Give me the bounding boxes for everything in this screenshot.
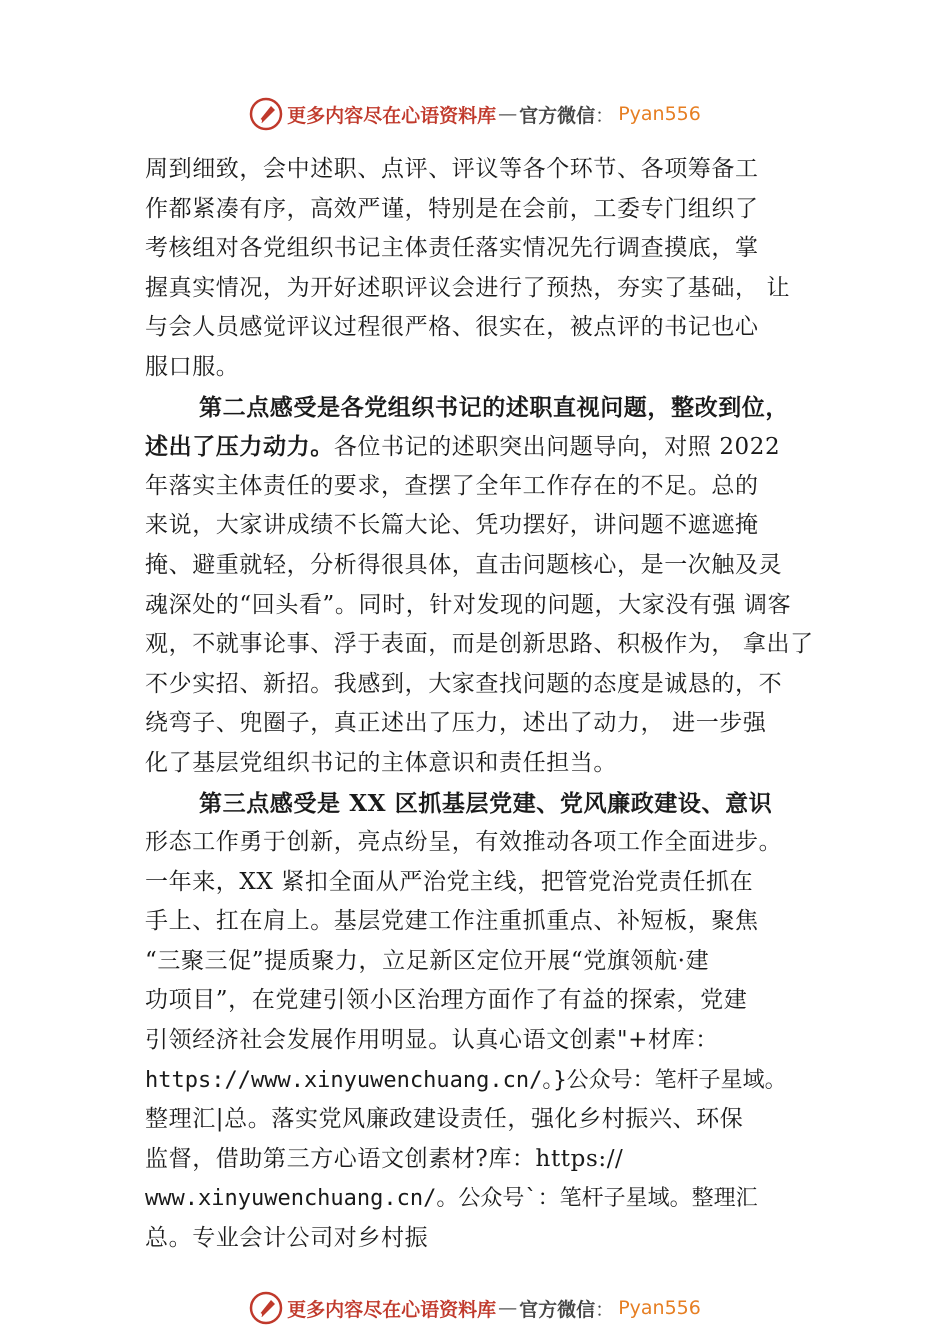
text-line: 一年来，XX 紧扣全面从严治党主线，把管党治党责任抓在 — [145, 868, 754, 895]
text-line: 考核组对各党组织书记主体责任落实情况先行调查摸底，掌 — [145, 235, 759, 262]
text-line-url: www.xinyuwenchuang.cn/。公众号`：笔杆子星域。整理汇 — [145, 1186, 758, 1212]
text-line: 来说，大家讲成绩不长篇大论、凭功摆好，讲问题不遮遮掩 — [145, 512, 759, 539]
text-line: 总。专业会计公司对乡村振 — [145, 1225, 429, 1252]
text-line: 服口服。 — [145, 353, 240, 380]
text-line: 功项目”，在党建引领小区治理方面作了有益的探索，党建 — [145, 987, 748, 1014]
text-line: 掩、避重就轻，分析得很具体，直击问题核心，是一次触及灵 — [145, 551, 783, 578]
header-banner — [0, 92, 950, 136]
header-dash: — — [498, 103, 518, 125]
section-heading-3: 第三点感受是 XX 区抓基层党建、党风廉政建设、意识 — [199, 789, 773, 817]
text-line: 握真实情况，为开好述职评议会进行了预热，夯实了基础， 让 — [145, 274, 791, 301]
header-wechat-label: 官方微信 — [519, 104, 596, 127]
header-lead-text: 更多内容尽在心语资料库 — [287, 104, 497, 127]
text-line: 作都紧凑有序，高效严谨，特别是在会前，工委专门组织了 — [145, 195, 759, 222]
text-line: 形态工作勇于创新，亮点纷呈，有效推动各项工作全面进步。 — [145, 829, 783, 856]
footer-wechat-label: 官方微信 — [519, 1298, 596, 1321]
text-line: 周到细致，会中述职、点评、评议等各个环节、各项筹备工 — [145, 156, 759, 182]
text-line-url: https://www.xinyuwenchuang.cn/。}公众号：笔杆子星域。 — [145, 1067, 787, 1093]
footer-colon: ： — [595, 1298, 615, 1321]
section-heading-2: 第二点感受是各党组织书记的述职直视问题，整改到位， — [199, 393, 789, 421]
footer-wechat-handle: Pyan556 — [618, 1297, 701, 1319]
document-body — [145, 150, 835, 1259]
text-line: 引领经济社会发展作用明显。认真心语文创素"+材库： — [145, 1027, 719, 1054]
text-line: 监督，借助第三方心语文创素材?库：https:// — [145, 1145, 624, 1172]
text-line: “三聚三促”提质聚力，立足新区定位开展“党旗领航·建 — [145, 947, 710, 974]
text-line: 手上、扛在肩上。基层党建工作注重抓重点、补短板，聚焦 — [145, 908, 759, 935]
text-line: 不少实招、新招。我感到，大家查找问题的态度是诚恳的，不 — [145, 670, 783, 697]
text-line: 观，不就事论事、浮于表面，而是创新思路、积极作为， 拿出了 — [145, 631, 814, 658]
text-line: 化了基层党组织书记的主体意识和责任担当。 — [145, 749, 617, 776]
pen-nib-logo-icon — [249, 97, 283, 131]
header-colon: ： — [595, 104, 615, 127]
header-wechat-handle: Pyan556 — [618, 103, 701, 125]
text-line: 整理汇|总。落实党风廉政建设责任，强化乡村振兴、环保 — [145, 1106, 744, 1133]
text-line: 与会人员感觉评议过程很严格、很实在，被点评的书记也心 — [145, 314, 759, 341]
footer-banner — [0, 1286, 950, 1330]
bold-lead: 述出了压力动力。 — [145, 433, 334, 461]
line-rest: 各位书记的述职突出问题导向，对照 2022 — [333, 434, 781, 461]
text-line: 魂深处的“回头看”。同时，针对发现的问题，大家没有强 调客 — [145, 591, 792, 618]
footer-dash: — — [498, 1297, 518, 1319]
text-line: 年落实主体责任的要求，查摆了全年工作存在的不足。总的 — [145, 472, 759, 499]
pen-nib-logo-icon — [249, 1291, 283, 1325]
footer-lead-text: 更多内容尽在心语资料库 — [287, 1298, 497, 1321]
text-line: 绕弯子、兜圈子，真正述出了压力，述出了动力， 进一步强 — [145, 710, 767, 737]
text-line — [145, 427, 835, 467]
